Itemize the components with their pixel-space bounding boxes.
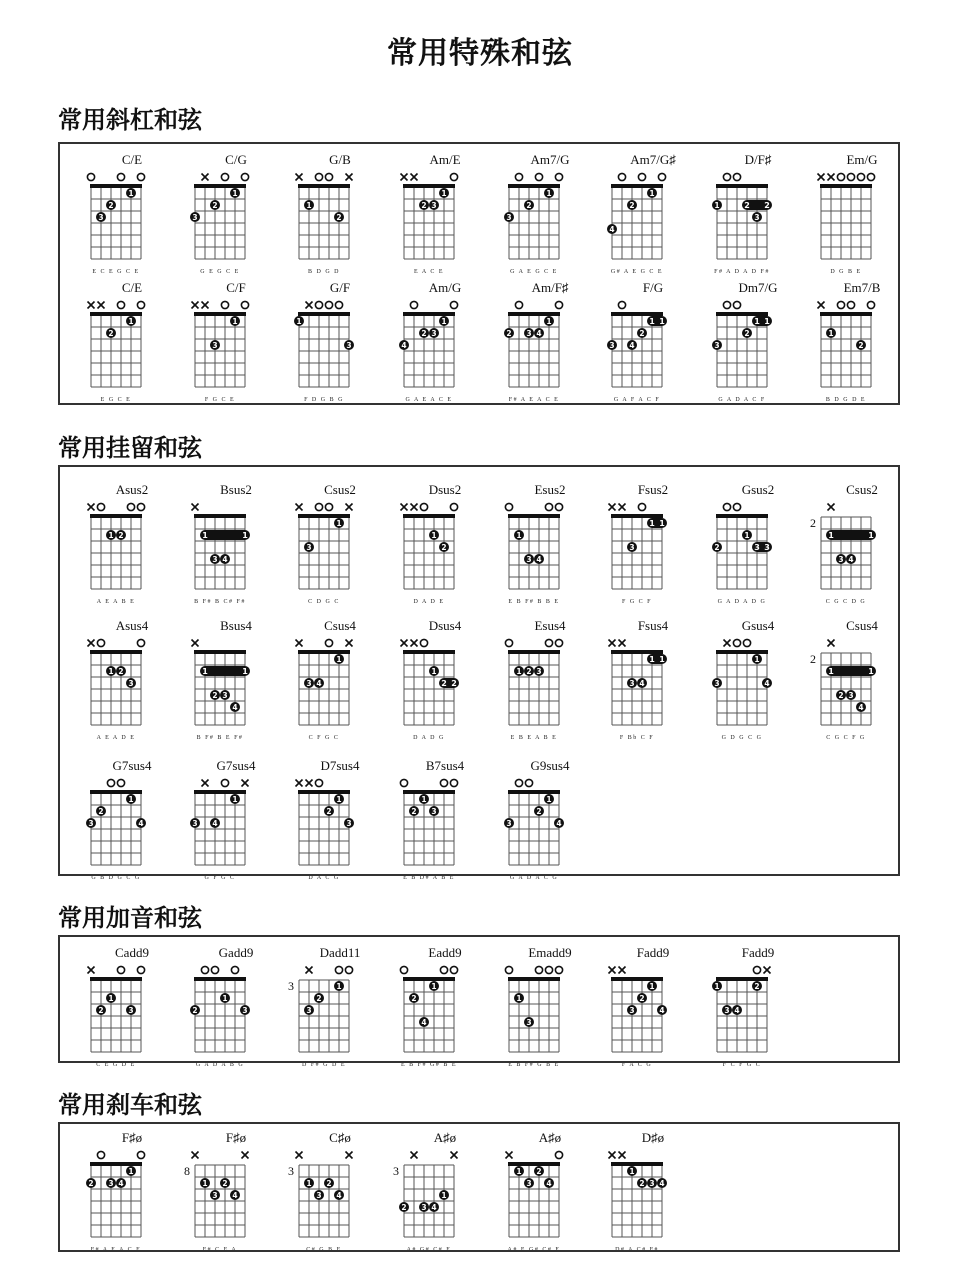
string-notes: F C F G C xyxy=(722,1062,762,1068)
string-notes: E B D# A B E xyxy=(403,875,455,881)
svg-text:3: 3 xyxy=(306,1006,312,1015)
string-notes: B D G D E xyxy=(825,397,867,403)
svg-text:1: 1 xyxy=(649,189,655,198)
svg-text:1: 1 xyxy=(828,531,834,541)
svg-text:3: 3 xyxy=(98,213,104,222)
svg-text:3: 3 xyxy=(431,201,437,210)
svg-text:3: 3 xyxy=(526,1179,532,1188)
string-notes: C# G B E xyxy=(306,1247,342,1253)
string-notes: A# E G# C# E xyxy=(507,1247,561,1253)
string-notes: G A E A C E xyxy=(405,397,453,403)
chord-name: Emadd9 xyxy=(528,945,572,960)
svg-text:2: 2 xyxy=(108,329,114,338)
string-notes: D F# G D E xyxy=(301,1062,347,1068)
svg-text:1: 1 xyxy=(242,667,248,677)
string-notes: B F# B C# F# xyxy=(194,599,246,605)
chord-name: Dadd11 xyxy=(319,945,361,960)
svg-text:3: 3 xyxy=(306,679,312,688)
svg-text:3: 3 xyxy=(526,329,532,338)
svg-text:3: 3 xyxy=(754,543,760,553)
svg-text:4: 4 xyxy=(639,679,645,688)
svg-text:1: 1 xyxy=(222,994,228,1003)
svg-text:4: 4 xyxy=(659,1006,665,1015)
svg-text:3: 3 xyxy=(754,213,760,222)
chord-name: G/B xyxy=(329,152,351,167)
svg-text:2: 2 xyxy=(441,679,447,689)
svg-text:1: 1 xyxy=(649,519,655,529)
svg-text:1: 1 xyxy=(431,667,437,676)
svg-text:1: 1 xyxy=(516,994,522,1003)
svg-text:2: 2 xyxy=(401,1203,407,1212)
svg-text:4: 4 xyxy=(316,679,322,688)
svg-text:1: 1 xyxy=(431,531,437,540)
string-notes: E A C E xyxy=(413,269,445,275)
string-notes: G A F A C F xyxy=(613,397,661,403)
string-notes: G D G C G xyxy=(721,735,763,741)
svg-text:1: 1 xyxy=(754,655,760,664)
svg-text:4: 4 xyxy=(764,679,770,688)
svg-text:3: 3 xyxy=(346,341,352,350)
chord-name: Eadd9 xyxy=(428,945,462,960)
string-notes: G F G C xyxy=(204,875,236,881)
svg-text:2: 2 xyxy=(222,1179,228,1188)
section-box xyxy=(58,465,900,876)
svg-text:4: 4 xyxy=(734,1006,740,1015)
svg-text:1: 1 xyxy=(516,667,522,676)
svg-text:3: 3 xyxy=(764,543,770,553)
string-notes: C G C D G xyxy=(825,599,867,605)
svg-text:4: 4 xyxy=(536,555,542,564)
chord-name: Fsus4 xyxy=(637,618,669,633)
svg-text:1: 1 xyxy=(336,795,342,804)
svg-text:1: 1 xyxy=(202,1179,208,1188)
svg-text:1: 1 xyxy=(714,201,720,210)
string-notes: C D G C xyxy=(308,599,340,605)
svg-text:3: 3 xyxy=(629,1006,635,1015)
string-notes: F G C F xyxy=(621,599,653,605)
chord-name: Csus2 xyxy=(846,482,878,497)
chord-name: Bsus2 xyxy=(220,482,252,497)
string-notes: E B F# G# B E xyxy=(400,1062,458,1068)
string-notes: E B E A B E xyxy=(510,735,558,741)
svg-text:2: 2 xyxy=(639,1179,645,1188)
string-notes: D A C G xyxy=(308,875,340,881)
string-notes: F D G B G xyxy=(304,397,344,403)
string-notes: A E A D E xyxy=(96,735,136,741)
svg-text:1: 1 xyxy=(649,655,655,665)
svg-text:1: 1 xyxy=(202,667,208,677)
section-box xyxy=(58,1122,900,1252)
string-notes: F# A D A D F# xyxy=(714,269,770,275)
svg-text:3: 3 xyxy=(306,543,312,552)
svg-text:3: 3 xyxy=(222,691,228,700)
svg-text:4: 4 xyxy=(858,703,864,712)
string-notes: G A D A C G xyxy=(509,875,559,881)
chord-name: Esus4 xyxy=(534,618,566,633)
svg-text:2: 2 xyxy=(714,543,720,552)
svg-text:4: 4 xyxy=(629,341,635,350)
svg-text:1: 1 xyxy=(232,189,238,198)
svg-text:3: 3 xyxy=(506,819,512,828)
svg-text:1: 1 xyxy=(336,982,342,991)
svg-text:4: 4 xyxy=(659,1179,665,1188)
svg-text:4: 4 xyxy=(138,819,144,828)
string-notes: G A D A C F xyxy=(718,397,766,403)
chord-name: Fadd9 xyxy=(741,945,775,960)
svg-text:2: 2 xyxy=(639,329,645,338)
svg-text:3: 3 xyxy=(128,1006,134,1015)
chord-name: F♯ø xyxy=(121,1130,143,1145)
svg-text:4: 4 xyxy=(421,1018,427,1027)
chord-name: Csus2 xyxy=(324,482,356,497)
svg-text:2: 2 xyxy=(118,667,124,676)
svg-text:2: 2 xyxy=(336,213,342,222)
chord-name: Cadd9 xyxy=(115,945,149,960)
svg-text:1: 1 xyxy=(128,795,134,804)
chord-name: G7sus4 xyxy=(216,758,256,773)
svg-text:1: 1 xyxy=(659,317,665,327)
svg-text:1: 1 xyxy=(336,655,342,664)
chord-name: Am/G xyxy=(428,280,462,295)
string-notes: E B F# G B E xyxy=(508,1062,560,1068)
svg-text:4: 4 xyxy=(222,555,228,564)
chord-name: D♯ø xyxy=(641,1130,665,1145)
string-notes: F G C E xyxy=(204,397,236,403)
svg-text:4: 4 xyxy=(556,819,562,828)
svg-text:3: 3 xyxy=(526,1018,532,1027)
chord-name: G/F xyxy=(329,280,351,295)
svg-text:2: 2 xyxy=(421,329,427,338)
svg-text:3: 3 xyxy=(431,807,437,816)
svg-text:1: 1 xyxy=(108,994,114,1003)
section-title: 常用加音和弦 xyxy=(58,903,202,932)
chord-name: Esus2 xyxy=(534,482,566,497)
string-notes: E G C E xyxy=(100,397,132,403)
chord-name: Fadd9 xyxy=(636,945,670,960)
svg-text:4: 4 xyxy=(212,819,218,828)
svg-text:1: 1 xyxy=(108,667,114,676)
chord-name: Em7/B xyxy=(843,280,881,295)
svg-text:1: 1 xyxy=(441,1191,447,1200)
svg-text:1: 1 xyxy=(242,531,248,541)
svg-text:2: 2 xyxy=(118,531,124,540)
chord-name: Am7/G xyxy=(530,152,570,167)
string-notes: C E G D E xyxy=(96,1062,136,1068)
chord-name: B7sus4 xyxy=(425,758,465,773)
string-notes: G E G C E xyxy=(200,269,240,275)
svg-text:4: 4 xyxy=(536,329,542,338)
svg-text:1: 1 xyxy=(441,317,447,326)
svg-text:1: 1 xyxy=(754,317,760,327)
svg-text:2: 2 xyxy=(411,994,417,1003)
string-notes: G B D G C G xyxy=(91,875,141,881)
svg-text:1: 1 xyxy=(431,982,437,991)
page-title: 常用特殊和弦 xyxy=(387,36,573,71)
svg-text:2: 2 xyxy=(98,807,104,816)
svg-text:2: 2 xyxy=(536,807,542,816)
svg-text:2: 2 xyxy=(316,994,322,1003)
svg-text:3: 3 xyxy=(242,1006,248,1015)
svg-text:1: 1 xyxy=(202,531,208,541)
chord-name: C♯ø xyxy=(329,1130,351,1145)
section-title: 常用斜杠和弦 xyxy=(58,105,202,134)
chord-name: D/F♯ xyxy=(744,152,772,167)
svg-text:1: 1 xyxy=(336,519,342,528)
chord-name: C/E xyxy=(121,152,143,167)
chord-name: Dsus2 xyxy=(428,482,462,497)
svg-text:1: 1 xyxy=(441,189,447,198)
svg-text:4: 4 xyxy=(232,703,238,712)
chord-name: Csus4 xyxy=(324,618,356,633)
chord-name: Asus2 xyxy=(115,482,149,497)
svg-text:2: 2 xyxy=(506,329,512,338)
svg-text:1: 1 xyxy=(232,317,238,326)
svg-text:4: 4 xyxy=(401,341,407,350)
svg-text:2: 2 xyxy=(88,1179,94,1188)
string-notes: A E A B E xyxy=(96,599,136,605)
chord-name: G7sus4 xyxy=(112,758,152,773)
svg-text:3: 3 xyxy=(649,1179,655,1188)
chord-name: C/F xyxy=(226,280,246,295)
chord-name: C/E xyxy=(121,280,143,295)
svg-text:2: 2 xyxy=(838,691,844,700)
string-notes: E B F# B B E xyxy=(508,599,560,605)
svg-text:3: 3 xyxy=(848,691,854,700)
string-notes: F# A E A C E xyxy=(508,397,560,403)
string-notes: B D G D xyxy=(307,269,341,275)
chord-name: Am7/G♯ xyxy=(630,152,676,167)
svg-text:1: 1 xyxy=(744,531,750,540)
svg-text:3: 3 xyxy=(288,979,294,993)
string-notes: G A D A D G xyxy=(717,599,767,605)
section-box xyxy=(58,142,900,405)
svg-text:2: 2 xyxy=(764,201,770,211)
chord-name: Gsus2 xyxy=(741,482,775,497)
svg-text:1: 1 xyxy=(108,531,114,540)
svg-text:2: 2 xyxy=(810,516,816,530)
chord-name: Gsus4 xyxy=(741,618,775,633)
chord-name: Asus4 xyxy=(115,618,149,633)
svg-text:3: 3 xyxy=(609,341,615,350)
chord-name: A♯ø xyxy=(433,1130,457,1145)
svg-text:3: 3 xyxy=(431,329,437,338)
svg-text:1: 1 xyxy=(546,189,552,198)
section-title: 常用挂留和弦 xyxy=(58,433,202,462)
chord-name: A♯ø xyxy=(538,1130,562,1145)
svg-text:1: 1 xyxy=(659,519,665,529)
svg-text:2: 2 xyxy=(421,201,427,210)
svg-text:1: 1 xyxy=(714,982,720,991)
chord-name: Am/F♯ xyxy=(531,280,569,295)
chord-name: G9sus4 xyxy=(530,758,570,773)
svg-text:3: 3 xyxy=(714,679,720,688)
svg-text:3: 3 xyxy=(212,341,218,350)
svg-text:4: 4 xyxy=(848,555,854,564)
svg-text:1: 1 xyxy=(868,667,874,677)
svg-text:1: 1 xyxy=(629,1167,635,1176)
chord-name: Dm7/G xyxy=(738,280,778,295)
svg-text:1: 1 xyxy=(828,667,834,677)
svg-text:3: 3 xyxy=(108,1179,114,1188)
svg-text:1: 1 xyxy=(421,795,427,804)
svg-text:1: 1 xyxy=(828,329,834,338)
svg-text:3: 3 xyxy=(421,1203,427,1212)
svg-text:4: 4 xyxy=(431,1203,437,1212)
svg-text:2: 2 xyxy=(98,1006,104,1015)
svg-text:2: 2 xyxy=(754,982,760,991)
string-notes: B F# B E F# xyxy=(196,735,244,741)
svg-text:3: 3 xyxy=(128,679,134,688)
chord-name: Am/E xyxy=(429,152,461,167)
svg-text:2: 2 xyxy=(326,807,332,816)
svg-text:1: 1 xyxy=(128,1167,134,1176)
svg-text:4: 4 xyxy=(546,1179,552,1188)
string-notes: G A E G C E xyxy=(510,269,558,275)
svg-text:3: 3 xyxy=(526,555,532,564)
chord-name: F/G xyxy=(642,280,664,295)
svg-text:3: 3 xyxy=(838,555,844,564)
svg-text:1: 1 xyxy=(649,982,655,991)
svg-text:3: 3 xyxy=(212,1191,218,1200)
svg-text:3: 3 xyxy=(536,667,542,676)
svg-text:4: 4 xyxy=(336,1191,342,1200)
svg-text:3: 3 xyxy=(316,1191,322,1200)
chord-name: Bsus4 xyxy=(220,618,252,633)
svg-text:3: 3 xyxy=(88,819,94,828)
string-notes: F# C E A xyxy=(202,1247,238,1253)
chord-name: Fsus2 xyxy=(637,482,669,497)
svg-text:1: 1 xyxy=(546,795,552,804)
svg-text:3: 3 xyxy=(212,555,218,564)
svg-text:1: 1 xyxy=(516,1167,522,1176)
string-notes: G A D A B G xyxy=(195,1062,245,1068)
svg-text:1: 1 xyxy=(764,317,770,327)
chord-name: Gadd9 xyxy=(218,945,254,960)
section-box xyxy=(58,935,900,1063)
svg-text:1: 1 xyxy=(306,201,312,210)
svg-text:1: 1 xyxy=(649,317,655,327)
string-notes: F Bb C F xyxy=(619,735,655,741)
svg-text:3: 3 xyxy=(724,1006,730,1015)
svg-text:1: 1 xyxy=(659,655,665,665)
chord-name: Dsus4 xyxy=(428,618,462,633)
svg-text:2: 2 xyxy=(108,201,114,210)
svg-text:3: 3 xyxy=(192,213,198,222)
svg-text:3: 3 xyxy=(346,819,352,828)
svg-text:2: 2 xyxy=(326,1179,332,1188)
svg-text:3: 3 xyxy=(192,819,198,828)
svg-text:1: 1 xyxy=(516,531,522,540)
svg-text:1: 1 xyxy=(306,1179,312,1188)
string-notes: A# G# C# E xyxy=(406,1247,452,1253)
string-notes: F A C G xyxy=(621,1062,653,1068)
section-title: 常用刹车和弦 xyxy=(58,1090,202,1119)
chord-name: D7sus4 xyxy=(320,758,360,773)
svg-text:4: 4 xyxy=(609,225,615,234)
svg-text:2: 2 xyxy=(212,201,218,210)
chord-name: Csus4 xyxy=(846,618,878,633)
chord-name: F♯ø xyxy=(225,1130,247,1145)
string-notes: G# A E G C E xyxy=(610,269,664,275)
svg-text:2: 2 xyxy=(451,679,457,689)
string-notes: C G C F G xyxy=(826,735,866,741)
svg-text:4: 4 xyxy=(232,1191,238,1200)
svg-text:2: 2 xyxy=(192,1006,198,1015)
svg-text:2: 2 xyxy=(639,994,645,1003)
svg-text:2: 2 xyxy=(441,543,447,552)
svg-text:2: 2 xyxy=(629,201,635,210)
svg-text:2: 2 xyxy=(526,667,532,676)
svg-text:2: 2 xyxy=(411,807,417,816)
svg-text:3: 3 xyxy=(288,1164,294,1178)
svg-text:8: 8 xyxy=(184,1164,190,1178)
string-notes: E C E G C E xyxy=(92,269,140,275)
svg-text:1: 1 xyxy=(128,317,134,326)
svg-text:4: 4 xyxy=(118,1179,124,1188)
svg-text:3: 3 xyxy=(714,341,720,350)
svg-text:2: 2 xyxy=(744,329,750,338)
svg-text:1: 1 xyxy=(296,317,302,326)
string-notes: D A D G xyxy=(413,735,445,741)
chord-name: C/G xyxy=(225,152,247,167)
string-notes: F# A E A C E xyxy=(90,1247,142,1253)
svg-text:2: 2 xyxy=(858,341,864,350)
svg-text:1: 1 xyxy=(128,189,134,198)
svg-text:2: 2 xyxy=(536,1167,542,1176)
svg-text:3: 3 xyxy=(629,679,635,688)
svg-text:2: 2 xyxy=(526,201,532,210)
svg-text:3: 3 xyxy=(506,213,512,222)
svg-text:1: 1 xyxy=(546,317,552,326)
string-notes: D A D E xyxy=(413,599,445,605)
svg-text:3: 3 xyxy=(393,1164,399,1178)
svg-text:2: 2 xyxy=(212,691,218,700)
svg-text:1: 1 xyxy=(232,795,238,804)
chord-name: Em/G xyxy=(846,152,878,167)
string-notes: D# A C# F# xyxy=(615,1247,659,1253)
svg-text:2: 2 xyxy=(810,652,816,666)
svg-text:1: 1 xyxy=(868,531,874,541)
svg-text:2: 2 xyxy=(744,201,750,211)
svg-text:3: 3 xyxy=(629,543,635,552)
string-notes: C F G C xyxy=(308,735,340,741)
string-notes: D G B E xyxy=(830,269,862,275)
